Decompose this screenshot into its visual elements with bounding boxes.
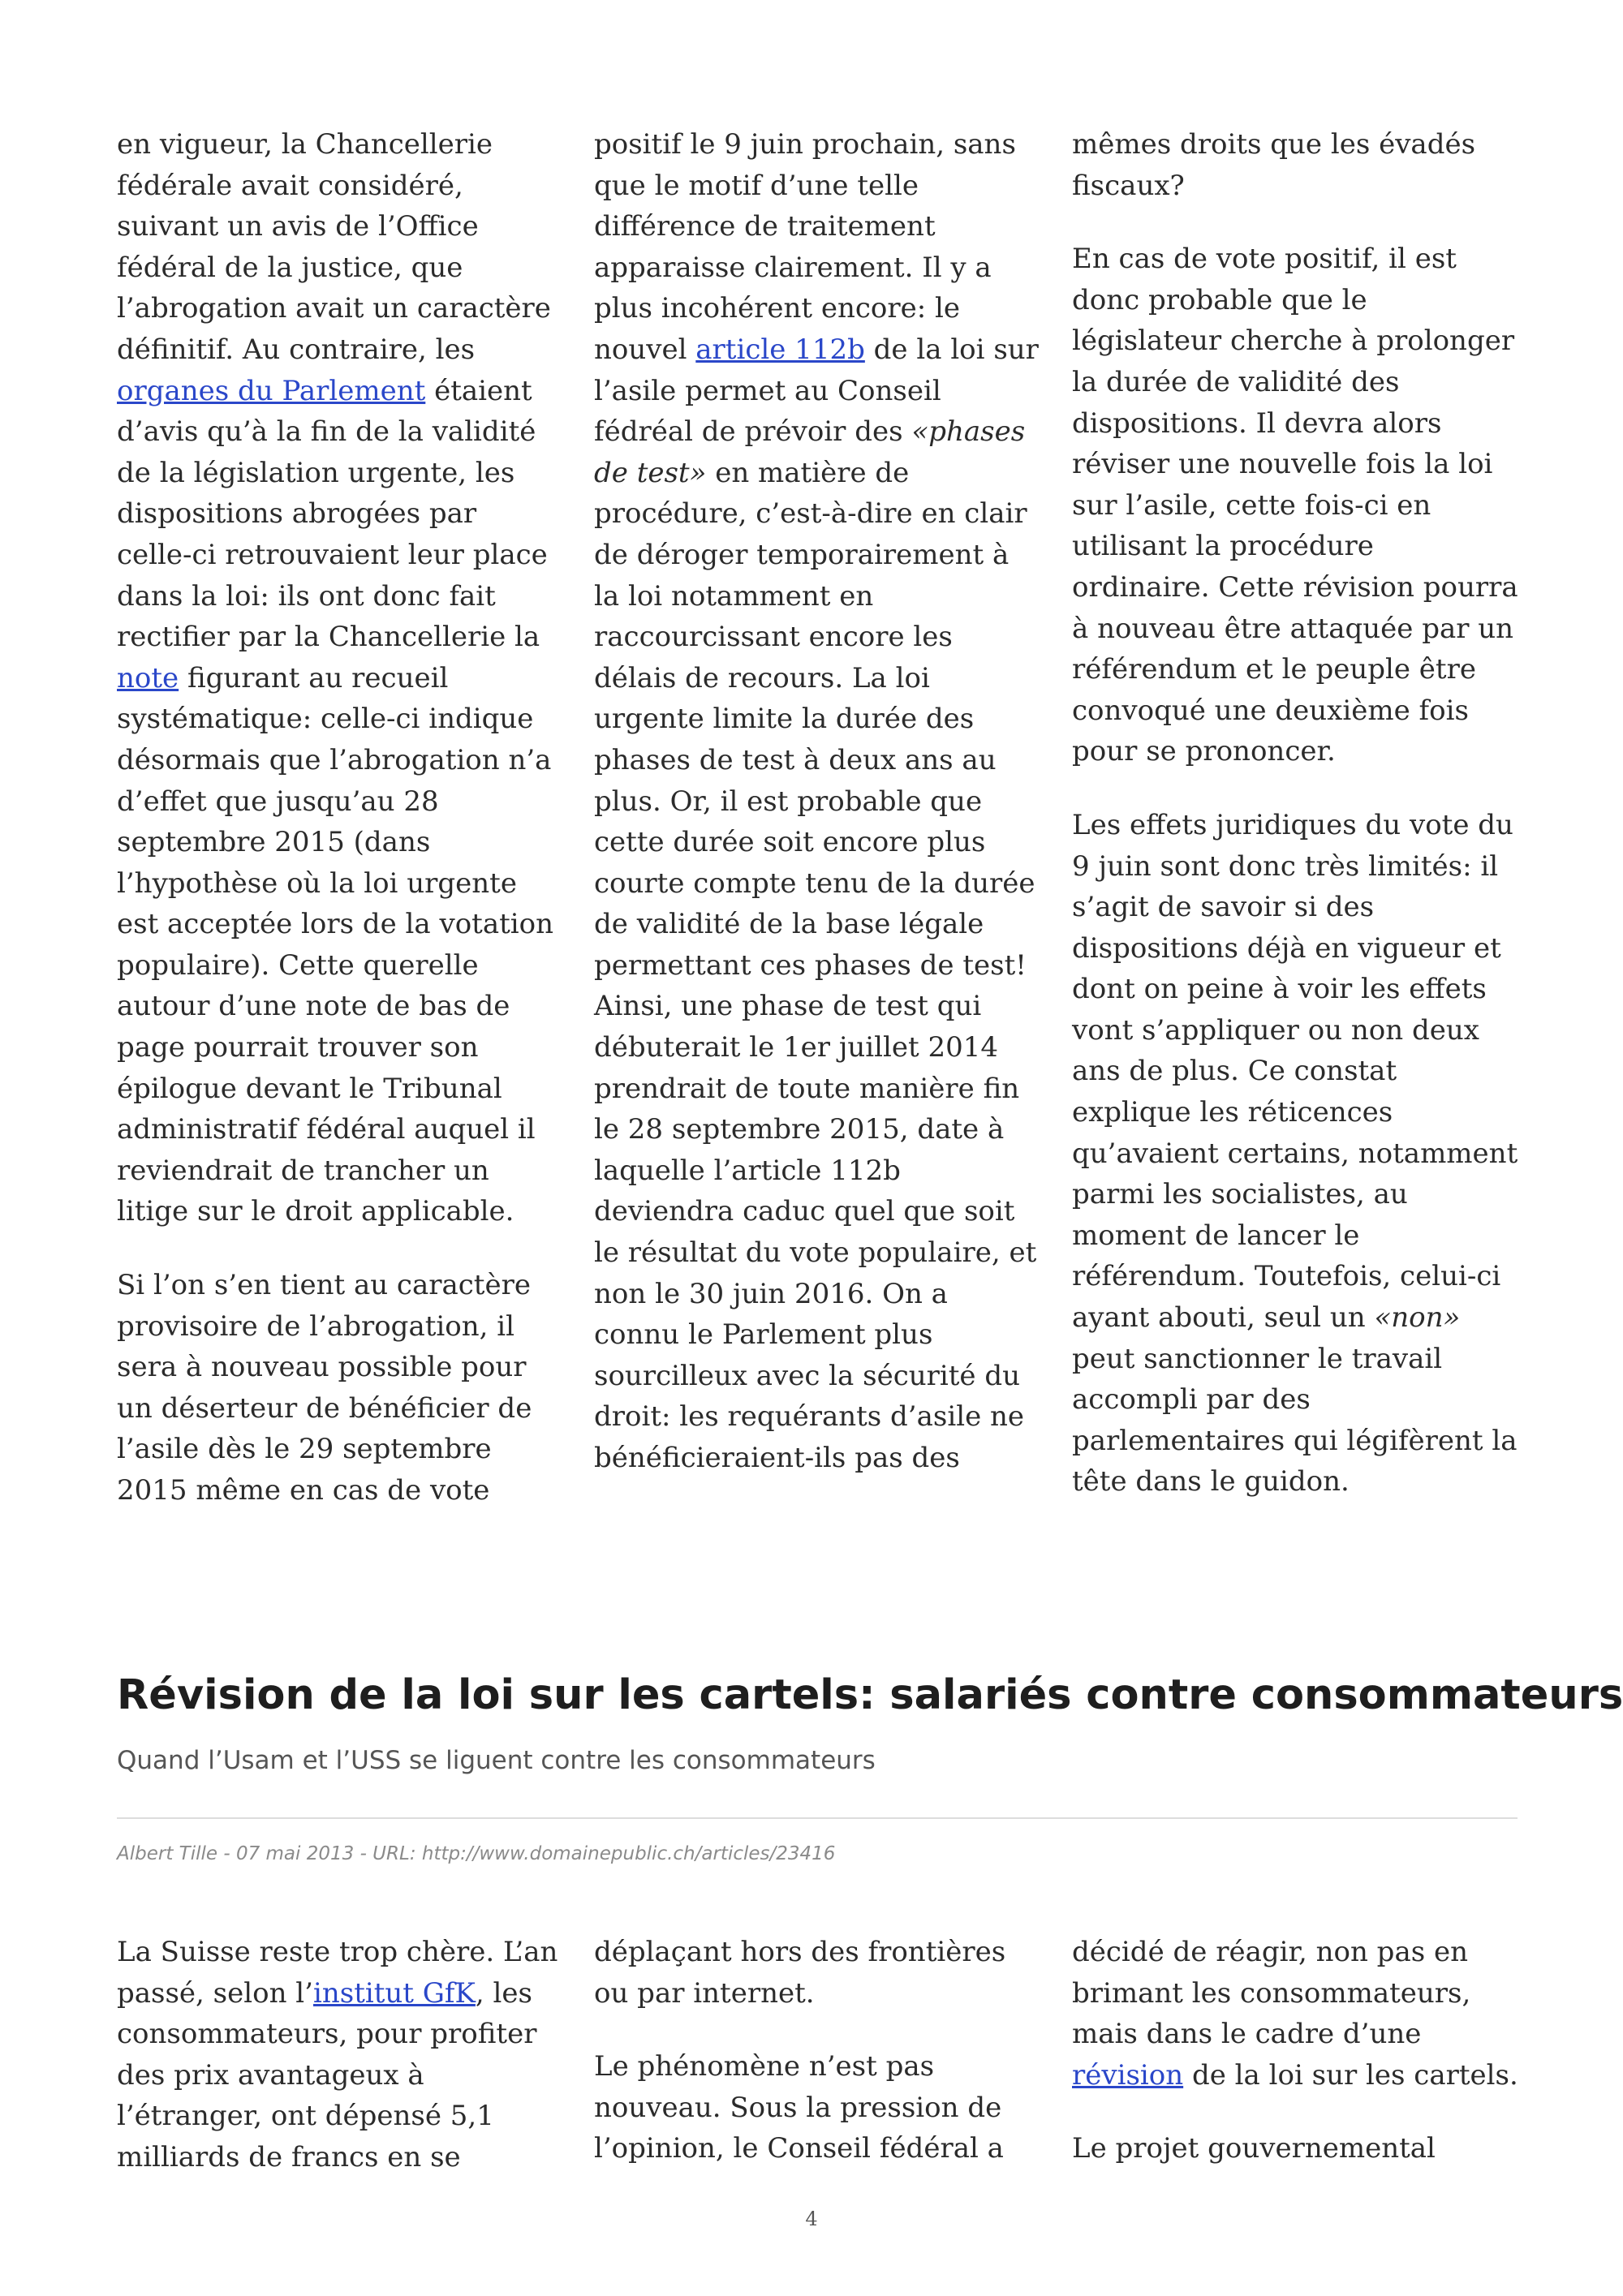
text-run: en vigueur, la Chancellerie fédérale avait considéré, suivant un avis de l’Office fédéral de la justice, que l’abrogation avait un caractère définitif. Au contraire, les xyxy=(117,128,551,366)
text-run: peut sanctionner le travail accompli par des parlementaires qui légifèrent la tête dans le guidon. xyxy=(1072,1342,1518,1498)
article1-col3-paragraph-3 xyxy=(1072,805,1526,1503)
text-run: décidé de réagir, non pas en brimant les consommateurs, mais dans le cadre d’une xyxy=(1072,1936,1471,2051)
article-112b-link[interactable]: article 112b xyxy=(695,333,865,366)
text-run: , les consommateurs, pour profiter des prix avantageux à l’étranger, ont dépensé 5,1 milliards de francs en se xyxy=(117,1976,537,2173)
revision-link[interactable]: révision xyxy=(1072,2058,1184,2092)
article-title: Révision de la loi sur les cartels: salariés contre consommateurs xyxy=(117,1671,1623,1719)
article1-col3-paragraph-1: mêmes droits que les évadés fiscaux? xyxy=(1072,128,1476,202)
article2-column-3 xyxy=(1072,1932,1526,2169)
article1-col2-paragraph xyxy=(594,124,1048,1479)
text-run: Les effets juridiques du vote du 9 juin sont donc très limités: il s’agit de savoir si des dispositions déjà en vigueur et dont on peine à voir les effets vont s’appliquer ou non deux ans de plus. Ce constat explique les réticences qu’avaient certains, notamment parmi les socialistes, au moment de lancer le référendum. Toutefois, celui-ci ayant abouti, seul un xyxy=(1072,808,1518,1335)
article1-column-1 xyxy=(117,124,571,1511)
article2-col3-paragraph-1 xyxy=(1072,1932,1526,2096)
article1-column-2 xyxy=(594,124,1048,1479)
organes-du-parlement-link[interactable]: organes du Parlement xyxy=(117,374,426,407)
article1-col1-paragraph-1 xyxy=(117,124,571,1232)
text-run: positif le 9 juin prochain, sans que le motif d’une telle différence de traitement apparaisse clairement. Il y a plus incohérent encore: le nouvel xyxy=(594,128,1016,366)
note-link[interactable]: note xyxy=(117,661,179,694)
header-divider xyxy=(117,1817,1518,1819)
non-italic: «non» xyxy=(1374,1301,1461,1335)
text-run: figurant au recueil systématique: celle-ci indique désormais que l’abrogation n’a d’effet que jusqu’au 28 septembre 2015 (dans l’hypothèse où la loi urgente est acceptée lors de la votation populaire). Cette querelle autour d’une note de bas de page pourrait trouver son épilogue devant le Tribunal administratif fédéral auquel il reviendrait de trancher un litige sur le droit applicable. xyxy=(117,661,554,1228)
article2-col1-paragraph xyxy=(117,1932,571,2178)
page-number: 4 xyxy=(805,2208,818,2230)
article1-column-3 xyxy=(1072,124,1526,1503)
text-run: de la loi sur les cartels. xyxy=(1183,2058,1518,2092)
text-run: La Suisse reste trop chère. L’an passé, selon l’ xyxy=(117,1936,558,2010)
institut-gfk-link[interactable]: institut GfK xyxy=(312,1976,476,2010)
article1-col1-paragraph-2: Si l’on s’en tient au caractère provisoire de l’abrogation, il sera à nouveau possible pour un déserteur de bénéficier de l’asile dès le 29 septembre 2015 même en cas de vote xyxy=(117,1269,532,1507)
text-run: en matière de procédure, c’est-à-dire en clair de déroger temporairement à la loi notamment en raccourcissant encore les délais de recours. La loi urgente limite la durée des phases de test à deux ans au plus. Or, il est probable que cette durée soit encore plus courte compte tenu de la durée de validité de la base légale permettant ces phases de test! Ainsi, une phase de test qui débuterait le 1er juillet 2014 prendrait de toute manière fin le 28 septembre 2015, date à laquelle l’article 112b deviendra caduc quel que soit le résultat du vote populaire, et non le 30 juin 2016. On a connu le Parlement plus sourcilleux avec la sécurité du droit: les requérants d’asile ne bénéficieraient-ils pas des xyxy=(594,456,1037,1474)
article2-col2-paragraph-1: déplaçant hors des frontières ou par internet. xyxy=(594,1936,1006,2010)
article2-col3-paragraph-2: Le projet gouvernemental xyxy=(1072,2132,1436,2165)
article-subtitle: Quand l’Usam et l’USS se liguent contre les consommateurs xyxy=(117,1746,876,1775)
article2-column-2 xyxy=(594,1932,1048,2169)
text-run: étaient d’avis qu’à la fin de la validité de la législation urgente, les dispositions abrogées par celle-ci retrouvaient leur place dans la loi: ils ont donc fait rectifier par la Chancellerie la xyxy=(117,374,548,654)
article2-col2-paragraph-2: Le phénomène n’est pas nouveau. Sous la pression de l’opinion, le Conseil fédéral a xyxy=(594,2050,1004,2165)
article1-col3-paragraph-2: En cas de vote positif, il est donc probable que le législateur cherche à prolonger la durée de validité des dispositions. Il devra alors réviser une nouvelle fois la loi sur l’asile, cette fois-ci en utilisant la procédure ordinaire. Cette révision pourra à nouveau être attaquée par un référendum et le peuple être convoqué une deuxième fois pour se prononcer. xyxy=(1072,243,1518,768)
article2-column-1 xyxy=(117,1932,571,2178)
article-byline: Albert Tille - 07 mai 2013 - URL: http://www.domainepublic.ch/articles/23416 xyxy=(117,1843,836,1864)
phases-de-test-italic: «phases de test» xyxy=(594,415,1026,489)
text-run: de la loi sur l’asile permet au Conseil fédréal de prévoir des xyxy=(594,333,1039,449)
